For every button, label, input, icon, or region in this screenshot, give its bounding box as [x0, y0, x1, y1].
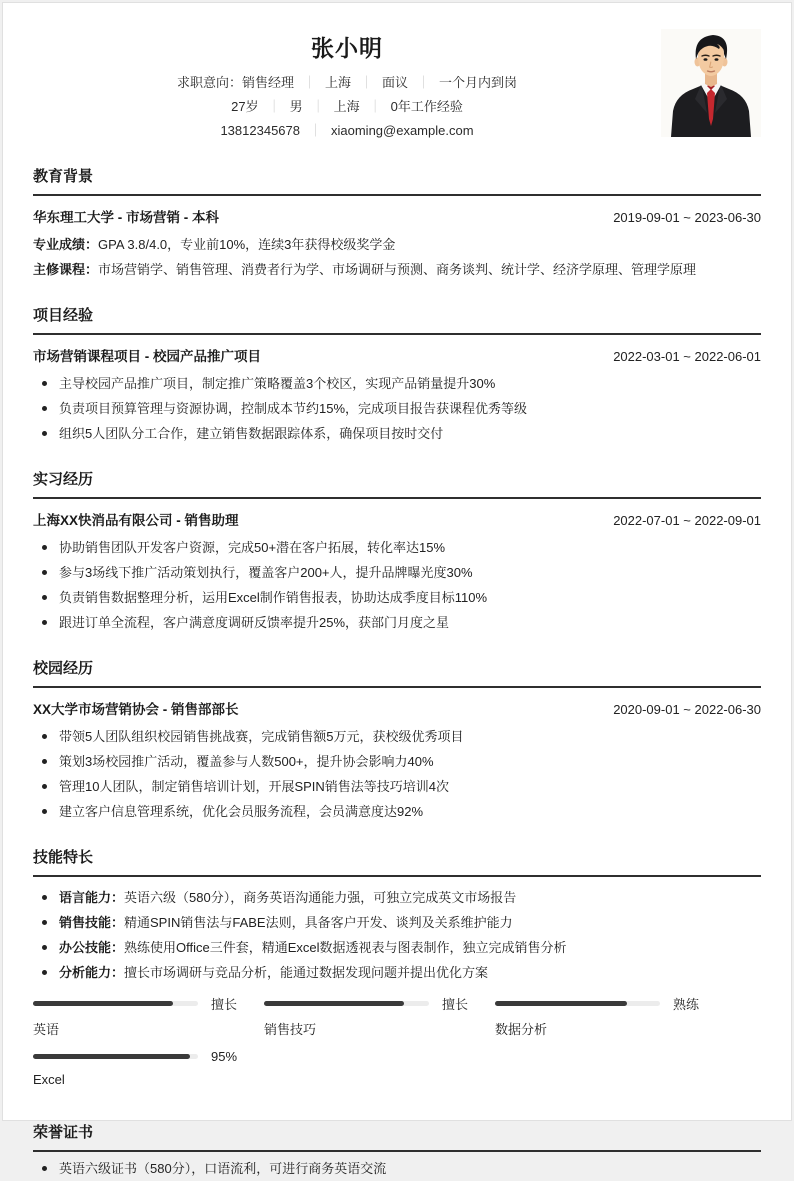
bar-track	[264, 1001, 429, 1006]
bullet-dot-icon	[42, 734, 47, 739]
candidate-name: 张小明	[311, 35, 383, 61]
skill-label: 语言能力：	[59, 890, 125, 905]
bullet-dot-icon	[42, 620, 47, 625]
email-address: xiaoming@example.com	[331, 123, 474, 138]
intention-salary: 面议	[382, 75, 409, 90]
bullet-item	[33, 535, 761, 560]
skill-text: 熟练使用Office三件套，精通Excel数据透视表与图表制作，独立完成销售分析	[124, 940, 567, 955]
bullet-dot-icon	[42, 895, 47, 900]
campus-entry-head	[33, 700, 761, 720]
bullet-item	[33, 749, 761, 774]
bullet-dot-icon	[42, 570, 47, 575]
divider: ｜	[368, 99, 382, 114]
work-experience: 0年工作经验	[390, 99, 463, 114]
divider: ｜	[308, 123, 322, 138]
bar-level: 熟练	[673, 997, 700, 1012]
section-title: 项目经验	[33, 306, 761, 335]
age: 27岁	[231, 99, 259, 114]
section-title: 校园经历	[33, 659, 761, 688]
bar-fill	[495, 1001, 627, 1006]
intention-city: 上海	[324, 75, 351, 90]
bullet-item	[33, 885, 761, 910]
resume-header	[33, 27, 761, 143]
bar-track	[495, 1001, 660, 1006]
profile-photo	[661, 29, 761, 137]
divider: ｜	[311, 99, 325, 114]
bullet-dot-icon	[42, 809, 47, 814]
bullet-text: 英语六级证书（580分），口语流利，可进行商务英语交流	[59, 1161, 387, 1176]
bullet-dot-icon	[42, 545, 47, 550]
divider: ｜	[267, 99, 281, 114]
section-title: 技能特长	[33, 848, 761, 877]
skill-bar-sales	[264, 997, 495, 1038]
entry-date: 2019-09-01 ~ 2023-06-30	[613, 210, 761, 225]
bar-fill	[33, 1054, 190, 1059]
section-internship	[33, 470, 761, 635]
phone-number: 13812345678	[220, 123, 300, 138]
bullet-text: 协助销售团队开发客户资源，完成50+潜在客户拓展，转化率达15%	[59, 540, 446, 555]
section-title: 教育背景	[33, 167, 761, 196]
bullet-text: 跟进订单全流程，客户满意度调研反馈率提升25%，获部门月度之星	[59, 615, 450, 630]
bullet-dot-icon	[42, 431, 47, 436]
bar-level: 95%	[211, 1049, 238, 1064]
campus-bullets	[33, 724, 761, 824]
bullet-item	[33, 1156, 761, 1181]
city: 上海	[333, 99, 360, 114]
bullet-item	[33, 935, 761, 960]
bullet-dot-icon	[42, 920, 47, 925]
bullet-item	[33, 421, 761, 446]
bullet-text: 组织5人团队分工合作，建立销售数据跟踪体系，确保项目按时交付	[59, 426, 444, 441]
bar-level: 擅长	[442, 997, 469, 1012]
skill-label: 办公技能：	[59, 940, 125, 955]
internship-bullets	[33, 535, 761, 635]
section-title: 实习经历	[33, 470, 761, 499]
project-bullets	[33, 371, 761, 446]
intention-label: 求职意向：	[176, 75, 242, 90]
honors-bullets	[33, 1156, 761, 1181]
bullet-item	[33, 371, 761, 396]
skill-label: 分析能力：	[59, 965, 125, 980]
education-entry-head	[33, 208, 761, 228]
gender: 男	[289, 99, 303, 114]
skills-bullets	[33, 885, 761, 985]
skill-label: 销售技能：	[59, 915, 125, 930]
bullet-text: 建立客户信息管理系统，优化会员服务流程，会员满意度达92%	[59, 804, 424, 819]
portrait-illustration	[661, 29, 761, 137]
bullet-text: 负责销售数据整理分析，运用Excel制作销售报表，协助达成季度目标110%	[59, 590, 488, 605]
bullet-dot-icon	[42, 1166, 47, 1171]
resume-page	[2, 2, 792, 1176]
section-skills	[33, 848, 761, 1099]
bar-fill	[33, 1001, 173, 1006]
header-info-block	[33, 27, 661, 143]
skill-bars	[33, 997, 761, 1099]
bullet-item	[33, 560, 761, 585]
skill-bar-data-analysis	[495, 997, 726, 1038]
bullet-dot-icon	[42, 759, 47, 764]
bullet-item	[33, 585, 761, 610]
contact-line	[33, 119, 661, 143]
entry-title: 市场营销课程项目 - 校园产品推广项目	[33, 349, 261, 364]
job-intention-line	[33, 71, 661, 95]
entry-title: 上海XX快消品有限公司 - 销售助理	[33, 513, 239, 528]
divider: ｜	[302, 75, 316, 90]
education-details	[33, 232, 761, 282]
intention-availability: 一个月内到岗	[439, 75, 518, 90]
bullet-text: 负责项目预算管理与资源协调，控制成本节约15%，完成项目报告获课程优秀等级	[59, 401, 528, 416]
bullet-item	[33, 960, 761, 985]
skill-text: 英语六级（580分），商务英语沟通能力强，可独立完成英文市场报告	[124, 890, 517, 905]
bullet-item	[33, 799, 761, 824]
row-label: 专业成绩：	[33, 237, 99, 252]
bar-name: Excel	[33, 1072, 65, 1087]
bar-track	[33, 1054, 198, 1059]
entry-title: XX大学市场营销协会 - 销售部部长	[33, 702, 239, 717]
section-campus	[33, 659, 761, 824]
section-project	[33, 306, 761, 446]
bar-name: 英语	[33, 1022, 60, 1037]
skill-text: 擅长市场调研与竞品分析，能通过数据发现问题并提出优化方案	[124, 965, 489, 980]
bullet-dot-icon	[42, 945, 47, 950]
row-text: GPA 3.8/4.0，专业前10%，连续3年获得校级奖学金	[98, 237, 396, 252]
bullet-item	[33, 610, 761, 635]
internship-entry-head	[33, 511, 761, 531]
skill-bar-excel	[33, 1050, 264, 1087]
bullet-dot-icon	[42, 970, 47, 975]
section-education	[33, 167, 761, 282]
bullet-dot-icon	[42, 595, 47, 600]
project-entry-head	[33, 347, 761, 367]
entry-date: 2020-09-01 ~ 2022-06-30	[613, 702, 761, 717]
gpa-row	[33, 232, 761, 257]
bullet-dot-icon	[42, 784, 47, 789]
skill-text: 精通SPIN销售法与FABE法则，具备客户开发、谈判及关系维护能力	[124, 915, 513, 930]
divider: ｜	[360, 75, 374, 90]
bullet-dot-icon	[42, 406, 47, 411]
bullet-text: 带领5人团队组织校园销售挑战赛，完成销售额5万元，获校级优秀项目	[59, 729, 464, 744]
row-label: 主修课程：	[33, 262, 99, 277]
divider: ｜	[417, 75, 431, 90]
intention-position: 销售经理	[241, 75, 294, 90]
entry-date: 2022-07-01 ~ 2022-09-01	[613, 513, 761, 528]
bullet-text: 策划3场校园推广活动，覆盖参与人数500+，提升协会影响力40%	[59, 754, 434, 769]
courses-row	[33, 257, 761, 282]
skill-bar-english	[33, 997, 264, 1038]
bullet-item	[33, 396, 761, 421]
basic-info-line	[33, 95, 661, 119]
bar-name: 数据分析	[495, 1022, 548, 1037]
bar-name: 销售技巧	[264, 1022, 317, 1037]
bar-level: 擅长	[211, 997, 238, 1012]
bullet-text: 参与3场线下推广活动策划执行，覆盖客户200+人，提升品牌曝光度30%	[59, 565, 473, 580]
entry-date: 2022-03-01 ~ 2022-06-01	[613, 349, 761, 364]
bar-track	[33, 1001, 198, 1006]
bullet-item	[33, 724, 761, 749]
bullet-dot-icon	[42, 381, 47, 386]
bar-fill	[264, 1001, 404, 1006]
bullet-text: 主导校园产品推广项目，制定推广策略覆盖3个校区，实现产品销量提升30%	[59, 376, 496, 391]
section-honors	[33, 1123, 761, 1181]
section-title: 荣誉证书	[33, 1123, 761, 1152]
bullet-item	[33, 910, 761, 935]
entry-title: 华东理工大学 - 市场营销 - 本科	[33, 210, 219, 225]
row-text: 市场营销学、销售管理、消费者行为学、市场调研与预测、商务谈判、统计学、经济学原理、管理学原理	[98, 262, 697, 277]
bullet-text: 管理10人团队，制定销售培训计划，开展SPIN销售法等技巧培训4次	[59, 779, 450, 794]
bullet-item	[33, 774, 761, 799]
